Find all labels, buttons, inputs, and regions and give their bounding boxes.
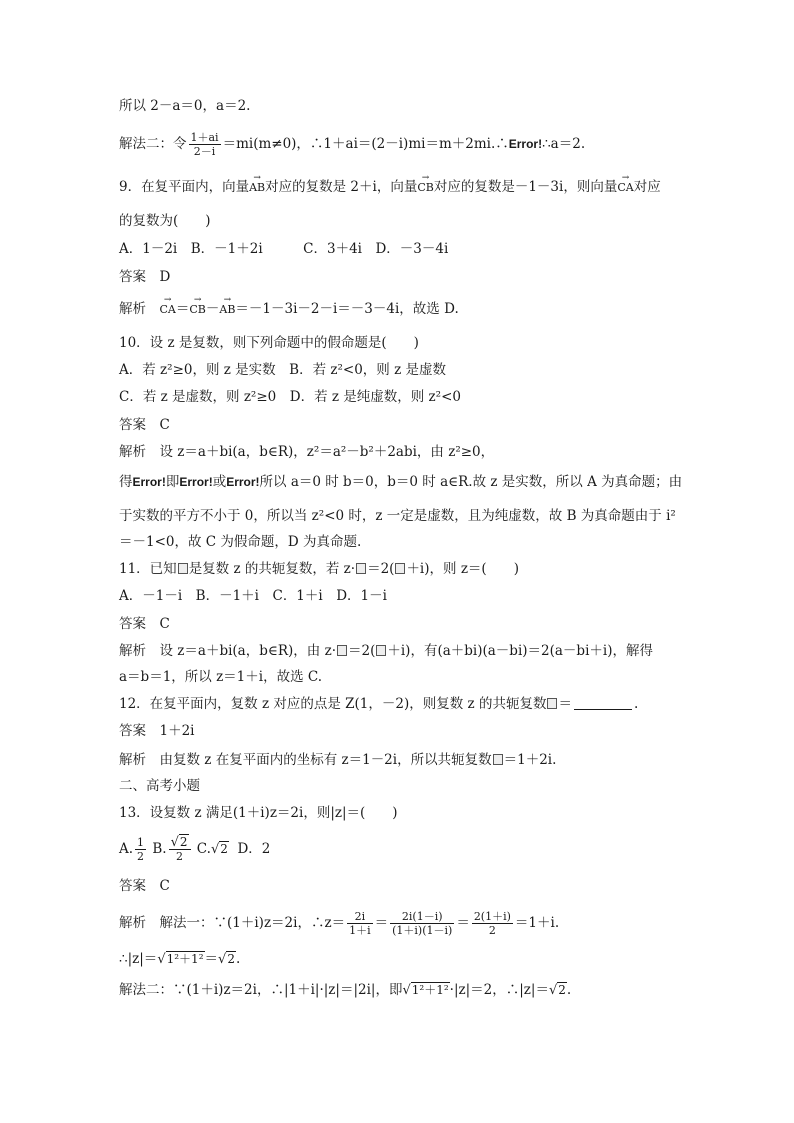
error-marker: Error! (179, 475, 213, 489)
text: 得 (119, 474, 133, 490)
answer-13 (119, 877, 170, 895)
vector-cb: → CB (189, 301, 206, 319)
explanation-10-line-4 (119, 533, 361, 551)
answer-blank (574, 709, 632, 710)
text: 13．设复数 z 满足(1＋i)z＝2i，则|z|＝( ) (119, 805, 398, 821)
explanation-11-line-2 (119, 668, 322, 686)
question-10 (119, 334, 419, 352)
error-marker: Error! (132, 475, 166, 489)
text: ＋i)，有(a＋bi)(a－bi)＝2(a－bi＋i)，解得 (387, 643, 653, 659)
text: a＝b＝1，所以 z＝1＋i，故选 C. (119, 669, 323, 685)
explanation-13-line-1 (119, 910, 559, 937)
radicand: 2 (227, 952, 235, 966)
text: 对应的复数是－1－3i，则向量 (433, 179, 618, 195)
text: 对应的复数是 2＋i，向量 (265, 179, 418, 195)
text: 12．在复平面内，复数 z 对应的点是 Z(1，－2)，则复数 z 的共轭复数 (119, 696, 547, 712)
solution-line-1 (119, 97, 250, 115)
fraction (169, 836, 191, 863)
answer-12 (119, 722, 195, 740)
question-9-options (119, 240, 448, 258)
text: ＝－1－3i－2－i＝－3－4i，故选 D. (235, 301, 459, 317)
explanation-13-line-3 (119, 981, 571, 1000)
question-11 (119, 560, 519, 578)
text: ＝2( (348, 643, 376, 659)
text: 10．设 z 是复数，则下列命题中的假命题是( ) (119, 335, 419, 351)
question-9-cont (119, 212, 211, 230)
text: ∴|z|＝ (119, 951, 158, 967)
numerator: 1＋ai (190, 131, 219, 144)
denominator: (1＋i)(1－i) (392, 924, 453, 937)
text: ＝ (204, 951, 219, 967)
sqrt: √2 (218, 952, 235, 967)
text: 是复数 z 的共轭复数，若 z· (188, 561, 356, 577)
answer-11 (119, 615, 170, 633)
text: A．1－2i B．－1＋2i C．3＋4i D．－3－4i (119, 241, 449, 257)
text: 解法二：令 (119, 136, 187, 152)
sqrt: √2 (170, 835, 188, 850)
explanation-9 (119, 300, 459, 319)
question-11-options (119, 587, 387, 605)
answer-10 (119, 416, 170, 434)
sqrt: √1²＋1² (402, 983, 449, 998)
text: 答案 C (119, 417, 170, 433)
vector-ca: → CA (617, 179, 633, 197)
text: C．若 z 是虚数，则 z²≥0 D．若 z 是纯虚数，则 z²<0 (119, 389, 461, 405)
radicand: 2 (179, 835, 188, 849)
fraction (189, 131, 221, 158)
solution-method-2 (119, 131, 585, 158)
text: 所以 a＝0 时 b＝0，b＝0 时 a∈R.故 z 是实数，所以 A 为真命题；由 (259, 474, 683, 490)
error-marker: Error! (508, 137, 543, 151)
explanation-10-line-2 (119, 473, 682, 491)
question-12 (119, 695, 638, 713)
radicand: 1²＋1² (411, 983, 449, 997)
text: ＝1＋i. (514, 915, 560, 931)
sqrt: √2 (210, 842, 228, 857)
conjugate-z-symbol (178, 563, 188, 574)
question-10-options-ab (119, 361, 446, 379)
text: ＝2( (367, 561, 395, 577)
text: 答案 C (119, 878, 170, 894)
text: ∴a＝2. (542, 136, 586, 152)
answer-9 (119, 268, 170, 286)
text: 解析 设 z＝a＋bi(a，b∈R)，z²＝a²－b²＋2abi，由 z²≥0， (119, 444, 495, 460)
text: A．若 z²≥0，则 z 是实数 B．若 z²<0，则 z 是虚数 (119, 362, 446, 378)
sqrt: √2 (548, 983, 566, 998)
question-9 (119, 178, 661, 197)
text: B. (152, 841, 167, 857)
fraction (390, 910, 454, 937)
text: ＝ (374, 915, 389, 931)
numerator: 2i (347, 910, 373, 924)
explanation-10-line-1 (119, 443, 494, 461)
text: . (235, 951, 241, 967)
text: 解析 解法一：∵(1＋i)z＝2i，∴z＝ (119, 915, 346, 931)
text: 的复数为( ) (119, 213, 211, 229)
vector-ab: → AB (249, 179, 265, 197)
explanation-13-line-2 (119, 950, 240, 969)
text: 于实数的平方不小于 0，所以当 z²<0 时，z 一定是虚数，且为纯虚数，故 B 为真命题由于 i² (119, 508, 676, 524)
conjugate-z-symbol (337, 645, 347, 656)
explanation-10-line-3 (119, 507, 676, 525)
numerator (169, 836, 191, 850)
denominator: 1＋i (349, 924, 371, 937)
explanation-11-line-1 (119, 642, 653, 660)
text: . (633, 696, 639, 712)
explanation-12 (119, 751, 556, 769)
text: A. (119, 841, 134, 857)
text: 解析 (119, 301, 160, 317)
text: ＋i)，则 z＝( ) (406, 561, 519, 577)
conjugate-z-symbol (547, 698, 557, 709)
text: 9．在复平面内，向量 (119, 179, 250, 195)
numerator: 1 (137, 836, 145, 849)
text: 答案 1＋2i (119, 723, 195, 739)
text: A．－1－i B．－1＋i C．1＋i D．1－i (119, 588, 387, 604)
numerator: 2i(1－i) (390, 910, 454, 924)
text: 解析 设 z＝a＋bi(a，b∈R)，由 z· (119, 643, 336, 659)
section-heading (119, 777, 200, 795)
radicand: 2 (558, 983, 566, 997)
question-10-options-cd (119, 388, 461, 406)
text: 答案 C (119, 616, 170, 632)
error-marker: Error! (226, 475, 260, 489)
text: － (205, 301, 220, 317)
text: ＝ (558, 696, 572, 712)
radicand: 2 (220, 842, 228, 856)
sqrt: √1²＋1² (157, 952, 204, 967)
text: 答案 D (119, 269, 171, 285)
denominator: 2 (176, 850, 184, 863)
text: . (566, 982, 572, 998)
text: C. (196, 841, 211, 857)
text: ＝mi(m≠0)，∴1＋ai＝(2－i)mi＝m＋2mi.∴ (222, 136, 509, 152)
radicand: 1²＋1² (166, 952, 204, 966)
conjugate-z-symbol (395, 563, 405, 574)
denominator: 2 (137, 850, 145, 863)
conjugate-z-symbol (493, 754, 503, 765)
vector-cb: → CB (417, 179, 434, 197)
text: 二、高考小题 (119, 778, 200, 794)
numerator: 2(1＋i) (473, 910, 511, 923)
text: ＝－1<0，故 C 为假命题，D 为真命题. (119, 534, 362, 550)
text: ＝1＋2i. (503, 752, 557, 768)
vector-ca: → CA (160, 301, 176, 319)
text: ＝ (456, 915, 470, 931)
text: 或 (212, 474, 227, 490)
denominator: 2－i (193, 145, 216, 158)
fraction (347, 910, 373, 937)
question-13 (119, 804, 398, 822)
text: D．2 (237, 841, 271, 857)
text: 11．已知 (119, 561, 177, 577)
fraction (135, 836, 146, 863)
text: ＝ (175, 301, 190, 317)
conjugate-z-symbol (376, 645, 386, 656)
text: 即 (165, 474, 180, 490)
vector-ab: → AB (219, 301, 235, 319)
text: 所以 2－a＝0，a＝2. (119, 98, 251, 114)
conjugate-z-symbol (356, 563, 366, 574)
text: 解法二：∵(1＋i)z＝2i，∴|1＋i|·|z|＝|2i|，即 (119, 982, 403, 998)
text: 解析 由复数 z 在复平面内的坐标有 z＝1－2i，所以共轭复数 (119, 752, 492, 768)
fraction (472, 910, 513, 937)
denominator: 2 (488, 924, 496, 937)
question-13-options (119, 836, 270, 863)
text: ·|z|＝2，∴|z|＝ (449, 982, 549, 998)
text: 对应 (633, 179, 661, 195)
